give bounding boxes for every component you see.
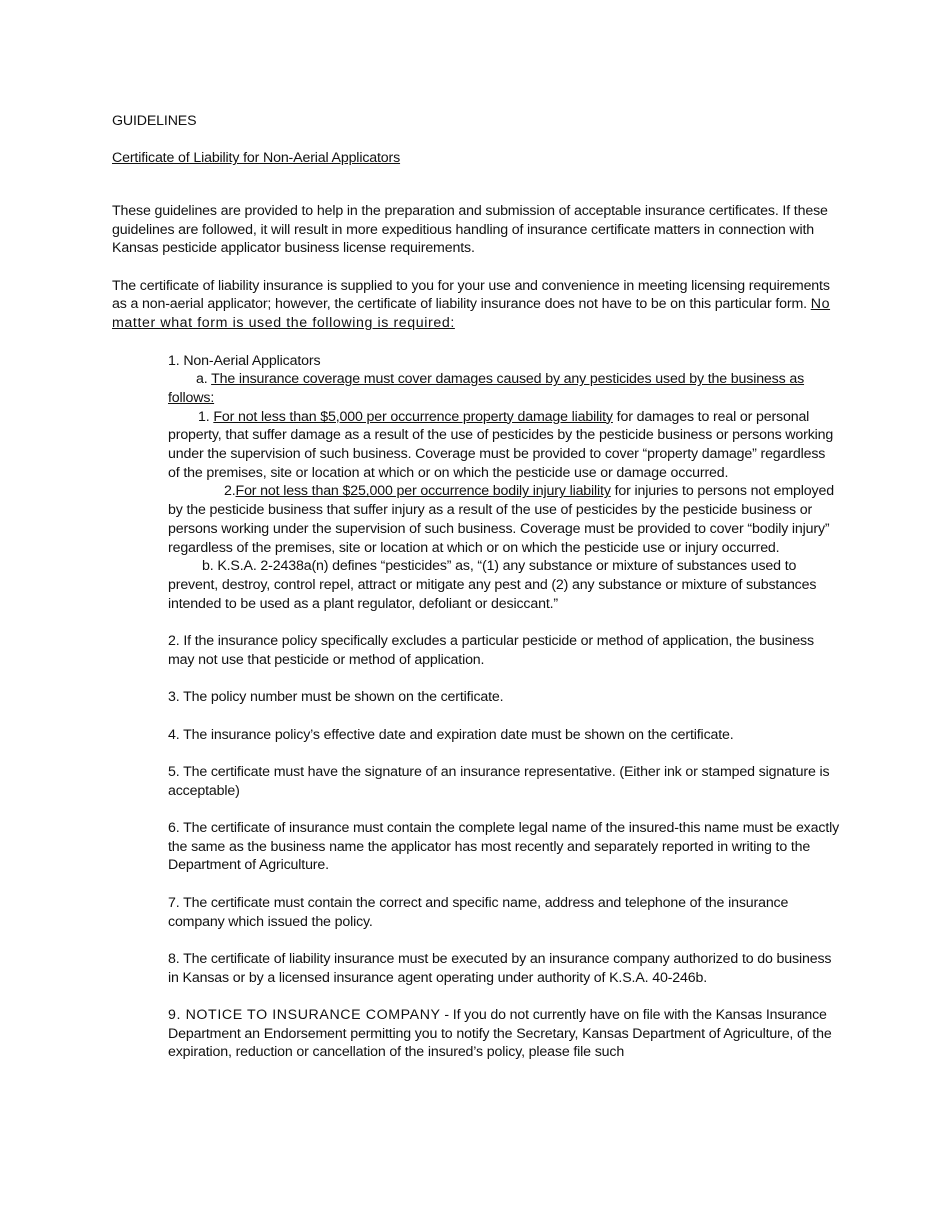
item-1b: b. K.S.A. 2-2438a(n) defines “pesticides” as, “(1) any substance or mixture of substances used to prevent, destroy, control repel, attract or mitigate any pest and (2) any substance or mixture of substances intended to be used as a plant regulator, defoliant or desiccant.”: [168, 558, 817, 612]
property-damage-limit: For not less than $5,000 per occurrence property damage liability: [213, 408, 613, 425]
document-title: GUIDELINES: [112, 113, 197, 129]
list-item: 3. The policy number must be shown on the certificate.: [168, 689, 504, 706]
requirements-list: [168, 352, 840, 1063]
item-1a-1: [168, 408, 840, 483]
item-1a: [168, 370, 840, 407]
prefix: a.: [196, 371, 212, 388]
prefix: 1.: [198, 408, 214, 425]
notice-text: - If you do not currently have on file with the Kansas Insurance Department an Endorsement permitting you to notify the Secretary, Kansas Department of Agriculture, of the expiration, reduction or cancellation of the insured’s policy, please file such: [168, 1006, 832, 1061]
required-statement: No matter what form is used the following is required:: [112, 296, 831, 332]
list-item-1: [168, 352, 840, 614]
bodily-injury-text: for injuries to persons not employed by the pesticide business that suffer injury as a result of the use of pesticides by the pesticide business or persons working under the supervision of such business. Coverage must be provided to cover “bodily injury” regardless of the premises, site or location at which or on which the pesticide use or injury occurred.: [168, 483, 834, 556]
list-item: 4. The insurance policy’s effective date and expiration date must be shown on the certificate.: [168, 726, 734, 743]
list-item-9: [168, 1006, 840, 1062]
prefix: 2.: [224, 483, 236, 500]
document-subtitle: Certificate of Liability for Non-Aerial Applicators: [112, 150, 401, 167]
bodily-injury-limit: For not less than $25,000 per occurrence bodily injury liability: [235, 483, 611, 500]
list-item: 2. If the insurance policy specifically excludes a particular pesticide or method of application, the business may not use that pesticide or method of application.: [168, 633, 814, 668]
document-page: [112, 112, 840, 1081]
item-1a-2: [168, 482, 840, 557]
intro-text: The certificate of liability insurance is supplied to you for your use and convenience in meeting licensing requirements as a non-aerial applicator; however, the certificate of liability insurance does not have to be on this particular form.: [112, 277, 830, 313]
intro-paragraph-2: [112, 277, 840, 333]
list-item: 6. The certificate of insurance must contain the complete legal name of the insured-this name must be exactly the same as the business name the applicator has most recently and separately reported in writing to the Department of Agriculture.: [168, 820, 840, 874]
property-damage-text: for damages to real or personal property, that suffer damage as a result of the use of pesticides by the pesticide business or persons working under the supervision of such business. Coverage must be provided to cover “property damage” regardless of the premises, site or location at which or on which the pesticide use or damage occurred.: [168, 408, 834, 481]
item-heading: 1. Non-Aerial Applicators: [168, 352, 321, 369]
coverage-statement: The insurance coverage must cover damages caused by any pesticides used by the business as follows:: [168, 371, 805, 406]
notice-label: 9. NOTICE TO INSURANCE COMPANY: [168, 1006, 441, 1023]
list-item: 8. The certificate of liability insurance must be executed by an insurance company authorized to do business in Kansas or by a licensed insurance agent operating under authority of K.S.A. 40-246b.: [168, 950, 832, 986]
intro-paragraph-1: These guidelines are provided to help in the preparation and submission of acceptable insurance certificates. If these guidelines are followed, it will result in more expeditious handling of insurance certificate matters in connection with Kansas pesticide applicator business license requirements.: [112, 202, 828, 257]
list-item: 5. The certificate must have the signature of an insurance representative. (Either ink or stamped signature is acceptable): [168, 763, 830, 799]
list-item: 7. The certificate must contain the correct and specific name, address and telephone of the insurance company which issued the policy.: [168, 894, 789, 930]
